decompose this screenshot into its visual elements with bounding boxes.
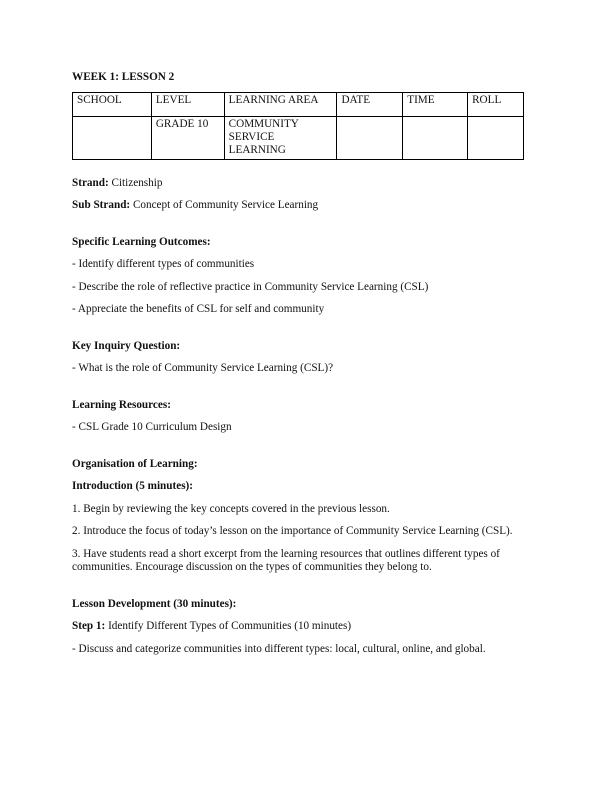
- list-item: 3. Have students read a short excerpt from the learning resources that outlines different types of communities. Encourage discussion on the types of communities they belong to.: [72, 547, 500, 573]
- header-cell-time: TIME: [403, 92, 468, 116]
- development-title: Lesson Development (30 minutes):: [72, 597, 237, 610]
- list-item: - What is the role of Community Service Learning (CSL)?: [72, 362, 334, 374]
- cell-roll: [468, 116, 524, 159]
- list-item: 1. Begin by reviewing the key concepts covered in the previous lesson.: [72, 502, 390, 515]
- cell-school: [73, 116, 152, 159]
- cell-time: [403, 116, 468, 159]
- step-1-label: Step 1:: [72, 620, 106, 632]
- sub-strand-line: [72, 199, 542, 213]
- cell-learning-area: COMMUNITY SERVICE LEARNING: [224, 116, 337, 159]
- list-item: - CSL Grade 10 Curriculum Design: [72, 421, 232, 433]
- strand-line: [72, 177, 542, 191]
- step-1-line: [72, 620, 542, 634]
- lesson-plan-page: [72, 71, 542, 656]
- header-cell-roll: ROLL: [468, 92, 524, 116]
- header-cell-date: DATE: [337, 92, 403, 116]
- introduction-title: Introduction (5 minutes):: [72, 480, 193, 492]
- outcomes-title: Specific Learning Outcomes:: [72, 235, 211, 248]
- list-item: - Discuss and categorize communities into different types: local, cultural, online, and global.: [72, 642, 486, 655]
- lesson-heading: WEEK 1: LESSON 2: [72, 71, 175, 83]
- list-item: 2. Introduce the focus of today’s lesson on the importance of Community Service Learning (CSL).: [72, 525, 513, 537]
- lesson-info-table: [72, 92, 524, 160]
- organisation-title: Organisation of Learning:: [72, 457, 198, 470]
- list-item: - Identify different types of communities: [72, 258, 255, 270]
- cell-level: GRADE 10: [151, 116, 224, 159]
- inquiry-title: Key Inquiry Question:: [72, 339, 181, 352]
- header-cell-level: LEVEL: [151, 92, 224, 116]
- sub-strand-label: Sub Strand:: [72, 199, 131, 211]
- header-cell-learning-area: LEARNING AREA: [224, 92, 337, 116]
- table-header-row: [73, 92, 524, 116]
- resources-title: Learning Resources:: [72, 398, 171, 411]
- list-item: - Describe the role of reflective practice in Community Service Learning (CSL): [72, 280, 429, 293]
- strand-label: Strand:: [72, 176, 109, 189]
- table-row: [73, 116, 524, 159]
- strand-value: Citizenship: [108, 176, 163, 189]
- sub-strand-value: Concept of Community Service Learning: [130, 199, 319, 211]
- step-1-value: Identify Different Types of Communities (10 minutes): [105, 620, 352, 632]
- cell-date: [337, 116, 403, 159]
- header-cell-school: SCHOOL: [73, 92, 152, 116]
- list-item: - Appreciate the benefits of CSL for self and community: [72, 303, 325, 315]
